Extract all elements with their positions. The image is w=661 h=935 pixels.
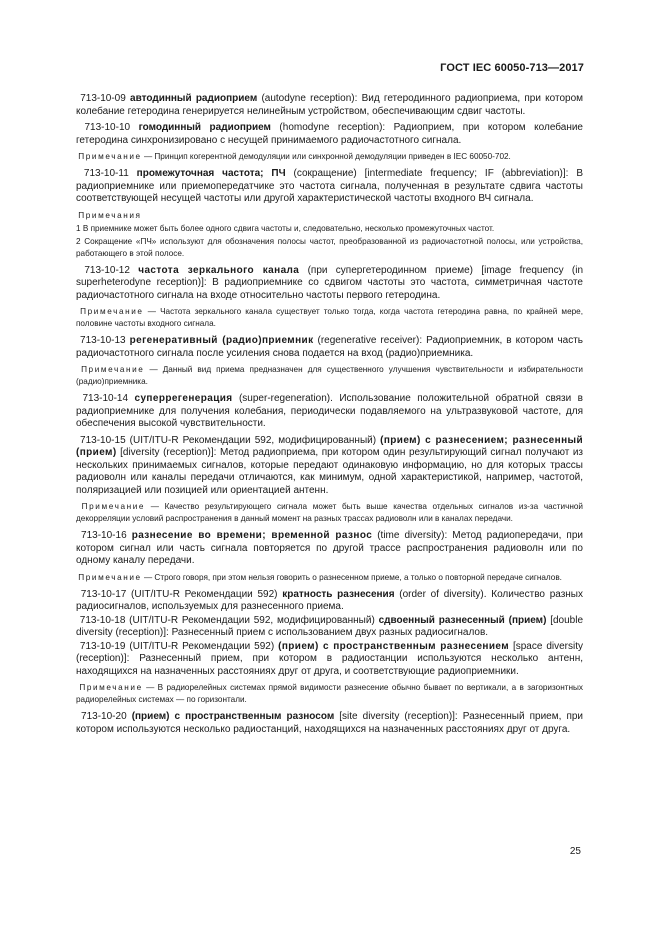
entry-definition: [space diversity (reception)]: Разнесенный прием, при котором в радиостанции используются несколько антенн, находящихся на назначенных расстояниях друг от друга, и соответствующие радиоприемники. xyxy=(76,640,583,677)
entry-number: 713-10-18 xyxy=(79,614,126,626)
note-item-1: 1 В приемнике может быть более одного сдвига частоты и, следовательно, несколько промежуточных частот. xyxy=(76,223,495,233)
entry-term: кратность разнесения xyxy=(282,588,395,600)
entry-number: 713-10-13 xyxy=(80,335,126,346)
note-label: Примечание xyxy=(79,683,143,692)
entry-term: суперрегенерация xyxy=(134,393,233,404)
entry-source: (UIT/ITU-R Рекомендации 592) xyxy=(126,588,283,600)
entry-definition: (сокращение) [intermediate frequency; IF (abbreviation)]: В радиоприемнике или приемопередатчике это частота сигнала, полученная в результате сдвига частоты соответствующей несущей частоты или другой характеристической частоты входного ВЧ сигнала. xyxy=(76,168,583,204)
entry-source: (UIT/ITU-R Рекомендации 592) xyxy=(125,640,279,652)
document-body xyxy=(76,93,583,740)
entry-source: (UIT/ITU-R Рекомендации 592, модифицированный) xyxy=(125,434,381,446)
note-label: Примечание xyxy=(78,572,142,582)
note-713-10-13 xyxy=(76,364,583,388)
entry-term: (прием) с пространственным разнесением xyxy=(278,640,510,652)
note-713-10-12 xyxy=(76,306,583,330)
entry-713-10-20 xyxy=(76,711,583,736)
entry-definition: (homodyne reception): Радиоприем, при котором колебание гетеродина синхронизировано с несущей принимаемого радиочастотного сигнала. xyxy=(76,122,583,146)
entry-term: автодинный радиоприем xyxy=(130,93,258,104)
entry-713-10-18 xyxy=(76,615,583,640)
entry-term: частота зеркального канала xyxy=(138,264,300,276)
note-text: — Строго говоря, при этом нельзя говорить о разнесенном приеме, а только о повторной передаче сигналов. xyxy=(141,572,562,582)
entry-definition: [double diversity (reception)]: Разнесенный прием с использованием двух разных радиосигналов. xyxy=(76,614,584,638)
entry-713-10-12 xyxy=(76,265,583,303)
note-713-10-10 xyxy=(76,151,583,163)
entry-term: (прием) с разнесением; разнесенный (прием) xyxy=(76,434,583,458)
notes-label-713-10-11 xyxy=(76,210,583,222)
entry-713-10-09 xyxy=(76,93,583,118)
page-number: 25 xyxy=(569,846,581,857)
entry-number: 713-10-20 xyxy=(81,711,127,722)
entry-713-10-14 xyxy=(76,393,583,431)
note-label: Примечание xyxy=(81,365,145,374)
entry-713-10-17 xyxy=(76,589,583,614)
entry-713-10-16 xyxy=(76,530,583,568)
entry-source: (UIT/ITU-R Рекомендации 592, модифицированный) xyxy=(125,614,379,626)
entry-713-10-11 xyxy=(76,168,583,206)
entry-number: 713-10-16 xyxy=(81,530,127,541)
note-text: — Данный вид приема предназначен для существенного улучшения чувствительности и избирательности (радио)приемника. xyxy=(76,365,583,386)
entry-number: 713-10-19 xyxy=(79,640,126,652)
note-label: Примечания xyxy=(78,210,142,220)
note-label: Примечание xyxy=(78,152,142,161)
entry-definition: (super-regeneration). Использование положительной обратной связи в радиоприемнике для получения колебания, периодически подавляемого на ультразвуковой частоте, для обеспечения высокой чувствительности. xyxy=(76,393,583,429)
entry-number: 713-10-10 xyxy=(84,122,131,133)
entry-term: разнесение во времени; временной разнос xyxy=(131,530,373,541)
entry-term: (прием) с пространственным разносом xyxy=(131,711,335,722)
entry-term: промежуточная частота; ПЧ xyxy=(136,168,286,179)
entry-term: регенеративный (радио)приемник xyxy=(129,335,314,346)
entry-definition: (при супергетеродинном приеме) [image frequency (in superheterodyne reception)]: В радиоприемнике со сдвигом частоты это частота, симметричная частоте радиочастотного сигнала на входе относительно частоты первого гетеродина. xyxy=(76,264,584,301)
note-text: — В радиорелейных системах прямой видимости разнесение обычно бывает по вертикали, а в загоризонтных радиорелейных системах — по горизонтали. xyxy=(76,683,583,704)
entry-definition: (order of diversity). Количество разных радиосигналов, используемых для разнесенного приема. xyxy=(76,588,583,612)
note-713-10-16 xyxy=(76,572,583,584)
note-item-2: 2 Сокращение «ПЧ» используют для обозначения полосы частот, преобразованной из радиочастотной полосы, или устройства, работающего в этой полосе. xyxy=(76,236,583,258)
note-label: Примечание xyxy=(81,502,146,511)
standard-header: ГОСТ IEC 60050-713—2017 xyxy=(440,62,584,74)
entry-definition: [diversity (reception)]: Метод радиоприема, при котором один результирующий сигнал получают из нескольких принимаемых сигналов, которые передают одинаковую информацию, но для которых трассы радиоволн или каналы передачи отличаются, как минимум, одной характеристикой, например, частотой, поляризацией или позицией или ориентацией антенн. xyxy=(76,447,583,496)
entry-definition: (regenerative receiver): Радиоприемник, в котором часть радиочастотного сигнала после усиления снова подается на вход (радио)приемника. xyxy=(76,335,584,359)
entry-number: 713-10-11 xyxy=(83,168,129,179)
note-text: — Принцип когерентной демодуляции или синхронной демодуляции приведен в IEC 60050-702. xyxy=(141,152,511,161)
entry-definition: (autodyne reception): Вид гетеродинного радиоприема, при котором колебание гетеродина генерируется нелинейным устройством, обеспечивающим сдвиг частоты. xyxy=(76,93,584,117)
entry-number: 713-10-09 xyxy=(80,93,126,104)
note-713-10-19 xyxy=(76,682,583,706)
entry-term: гомодинный радиоприем xyxy=(138,122,271,133)
entry-term: сдвоенный разнесенный (прием) xyxy=(378,614,547,626)
entry-713-10-15 xyxy=(76,435,583,498)
note-713-10-15 xyxy=(76,501,583,525)
note-text: — Частота зеркального канала существует только тогда, когда частота гетеродина равна, по крайней мере, половине частоты входного сигнала. xyxy=(76,307,583,328)
entry-definition: (time diversity): Метод радиопередачи, при котором сигнал или часть сигнала повторяется по другой трассе распространения радиоволн или по одному каналу передачи. xyxy=(76,530,583,566)
entry-713-10-13 xyxy=(76,335,583,360)
entry-number: 713-10-14 xyxy=(82,393,129,404)
entry-number: 713-10-12 xyxy=(84,264,130,276)
note-text: — Качество результирующего сигнала может быть выше качества отдельных сигналов из-за частичной декорреляции условий распространения в данный момент на разных трассах радиоволн или в каналах передачи. xyxy=(76,502,583,523)
entry-713-10-10 xyxy=(76,122,583,147)
note-label: Примечание xyxy=(80,307,144,316)
entry-number: 713-10-15 xyxy=(80,434,126,446)
entry-number: 713-10-17 xyxy=(80,588,127,600)
entry-definition: [site diversity (reception)]: Разнесенный прием, при котором используются несколько радиостанций, находящихся на назначенных расстояниях друг от друга. xyxy=(76,711,584,735)
entry-713-10-19 xyxy=(76,641,583,679)
